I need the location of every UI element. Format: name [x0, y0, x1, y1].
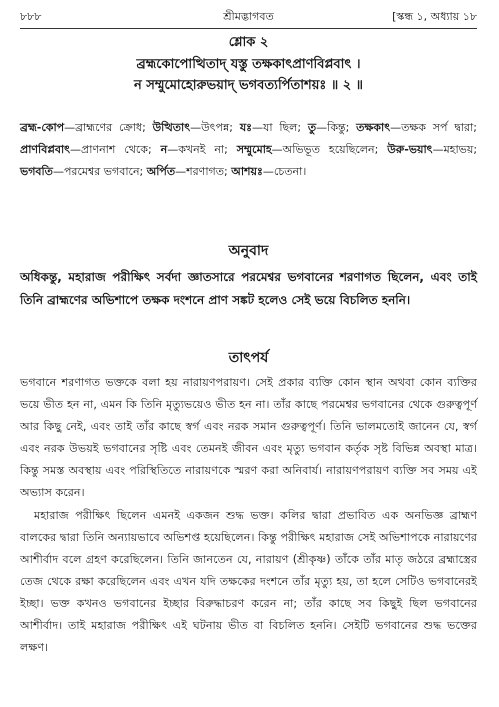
page-number: ৮৮৮: [20, 10, 42, 23]
book-title: শ্রীমদ্ভাগবত: [223, 10, 274, 23]
purport-heading: তাৎপর্য: [228, 350, 269, 366]
synonym-word: আশয়ঃ: [231, 165, 263, 178]
synonym-word: যঃ: [239, 121, 253, 134]
purport-paragraph-2: মহারাজ পরীক্ষিৎ ছিলেন এমনই একজন শুদ্ধ ভক্ত। কলির দ্বারা প্রভাবিত এক অনভিজ্ঞ ব্রাহ্মণ বালকের দ্বারা তিনি অন্যায়ভাবে অভিশপ্ত হয়েছিলেন। কিন্তু পরীক্ষিৎ মহারাজ সেই অভিশাপকে নারায়ণের আশীর্বাদ বলে গ্রহণ করেছিলেন। তিনি জানতেন যে, নারায়ণ (শ্রীকৃষ্ণ) তাঁকে তাঁর মাতৃ জঠরে ব্রহ্মাস্ত্রের তেজ থেকে রক্ষা করেছিলেন এবং এখন যদি তক্ষকের দংশনে তাঁর মৃত্যু হয়, তা হলে সেটিও ভগবানেরই ইচ্ছা। ভক্ত কখনও ভগবানের ইচ্ছার বিরুদ্ধাচরণ করেন না; তাঁর কাছে সব কিছুই ছিল ভগবানের আশীর্বাদ। তাই মহারাজ পরীক্ষিৎ এই ঘটনায় ভীত বা বিচলিত হননি। সেইটি ভগবানের শুদ্ধ ভক্তের লক্ষণ।: [20, 508, 477, 655]
synonym-word: ভগবতি: [20, 165, 53, 178]
synonym-meaning: ব্রাহ্মণের ক্রোধ: [75, 121, 143, 134]
verse-line-1: ব্রহ্মকোপোত্থিতাদ্ যস্তু তক্ষকাৎপ্রাণবিপ্লবাৎ ।: [136, 57, 361, 72]
purport-body: [20, 372, 477, 659]
verse-line-2: ন সম্মুমোহোরুভয়াদ্ ভগবত্যর্পিতাশয়ঃ ॥ ২ ॥: [133, 78, 364, 93]
synonym-meaning: যা ছিল: [263, 121, 298, 134]
synonym-meaning: শরণাগত: [186, 165, 224, 178]
synonym-word: তু: [307, 121, 317, 134]
synonym-word: উরু-ভয়াৎ: [387, 143, 433, 156]
synonym-meaning: তক্ষক সর্প দ্বারা: [401, 121, 474, 134]
synonym-word: ন: [160, 143, 168, 156]
translation-text: অধিকন্তু, মহারাজ পরীক্ষিৎ সর্বদা জ্ঞাতসারে পরমেশ্বর ভগবানের শরণাগত ছিলেন, এবং তাই তিনি ব্রাহ্মণের অভিশাপে তক্ষক দংশনে প্রাণ সঙ্কট হলেও সেই ভয়ে বিচলিত হননি।: [20, 270, 477, 307]
page-header: [20, 8, 477, 26]
synonym-meaning: কখনই না: [178, 143, 225, 156]
chapter-reference: [স্কন্ধ ১, অধ্যায় ১৮: [392, 10, 477, 23]
verse-block: [20, 32, 477, 96]
synonym-word: উত্থিতাৎ: [152, 121, 191, 134]
header-rule: [20, 28, 477, 29]
synonym-meaning: মহাভয়: [443, 143, 474, 156]
synonym-meaning: কিন্তু: [327, 121, 346, 134]
synonym-word: ব্রহ্ম-কোপ: [20, 121, 65, 134]
synonym-word: অর্পিত: [146, 165, 176, 178]
synonym-meaning: উৎপন্ন: [201, 121, 230, 134]
synonym-word: তক্ষকাৎ: [356, 121, 391, 134]
synonym-meaning: চেতনা: [273, 165, 303, 178]
synonym-meaning: অভিভূত হয়েছিলেন: [282, 143, 375, 156]
synonym-meaning: পরমেশ্বর ভগবানে: [63, 165, 140, 178]
word-for-word-synonyms: ব্রহ্ম-কোপ—ব্রাহ্মণের ক্রোধ; উত্থিতাৎ—উৎপন্ন; যঃ—যা ছিল; তু—কিন্তু; তক্ষকাৎ—তক্ষক সর্প দ্বারা; প্রাণবিপ্লবাৎ—প্রাণনাশ থেকে; ন—কখনই না; সম্মুমোহ—অভিভূত হয়েছিলেন; উরু-ভয়াৎ—মহাভয়; ভগবতি—পরমেশ্বর ভগবানে; অর্পিত—শরণাগত; আশয়ঃ—চেতনা।: [20, 121, 478, 178]
translation-heading: অনুবাদ: [228, 243, 269, 259]
purport-paragraph-1: ভগবানে শরণাগত ভক্তকে বলা হয় নারায়ণপরায়ণ। সেই প্রকার ব্যক্তি কোন স্থান অথবা কোন ব্যক্তির ভয়ে ভীত হন না, এমন কি তিনি মৃত্যুভয়েও ভীত হন না। তাঁর কাছে পরমেশ্বর ভগবানের থেকে গুরুত্বপূর্ণ আর কিছু নেই, এবং তাই তাঁর কাছে স্বর্গ এবং নরক সমান গুরুত্বপূর্ণ। তিনি ভালমতোই জানেন যে, স্বর্গ এবং নরক উভয়ই ভগবানের সৃষ্টি এবং তেমনই জীবন এবং মৃত্যু ভগবান কর্তৃক সৃষ্ট বিভিন্ন অবস্থা মাত্র। কিন্তু সমস্ত অবস্থায় এবং পরিস্থিতিতে নারায়ণকে স্মরণ করা অনিবার্য। নারায়ণপরায়ণ ব্যক্তি সব সময় এই অভ্যাস করেন।: [20, 376, 477, 500]
synonym-meaning: প্রাণনাশ থেকে: [81, 143, 148, 156]
synonym-word: সম্মুমোহ: [236, 143, 272, 156]
verse-number: শ্লোক ২: [228, 35, 269, 50]
synonym-word: প্রাণবিপ্লবাৎ: [20, 143, 71, 156]
